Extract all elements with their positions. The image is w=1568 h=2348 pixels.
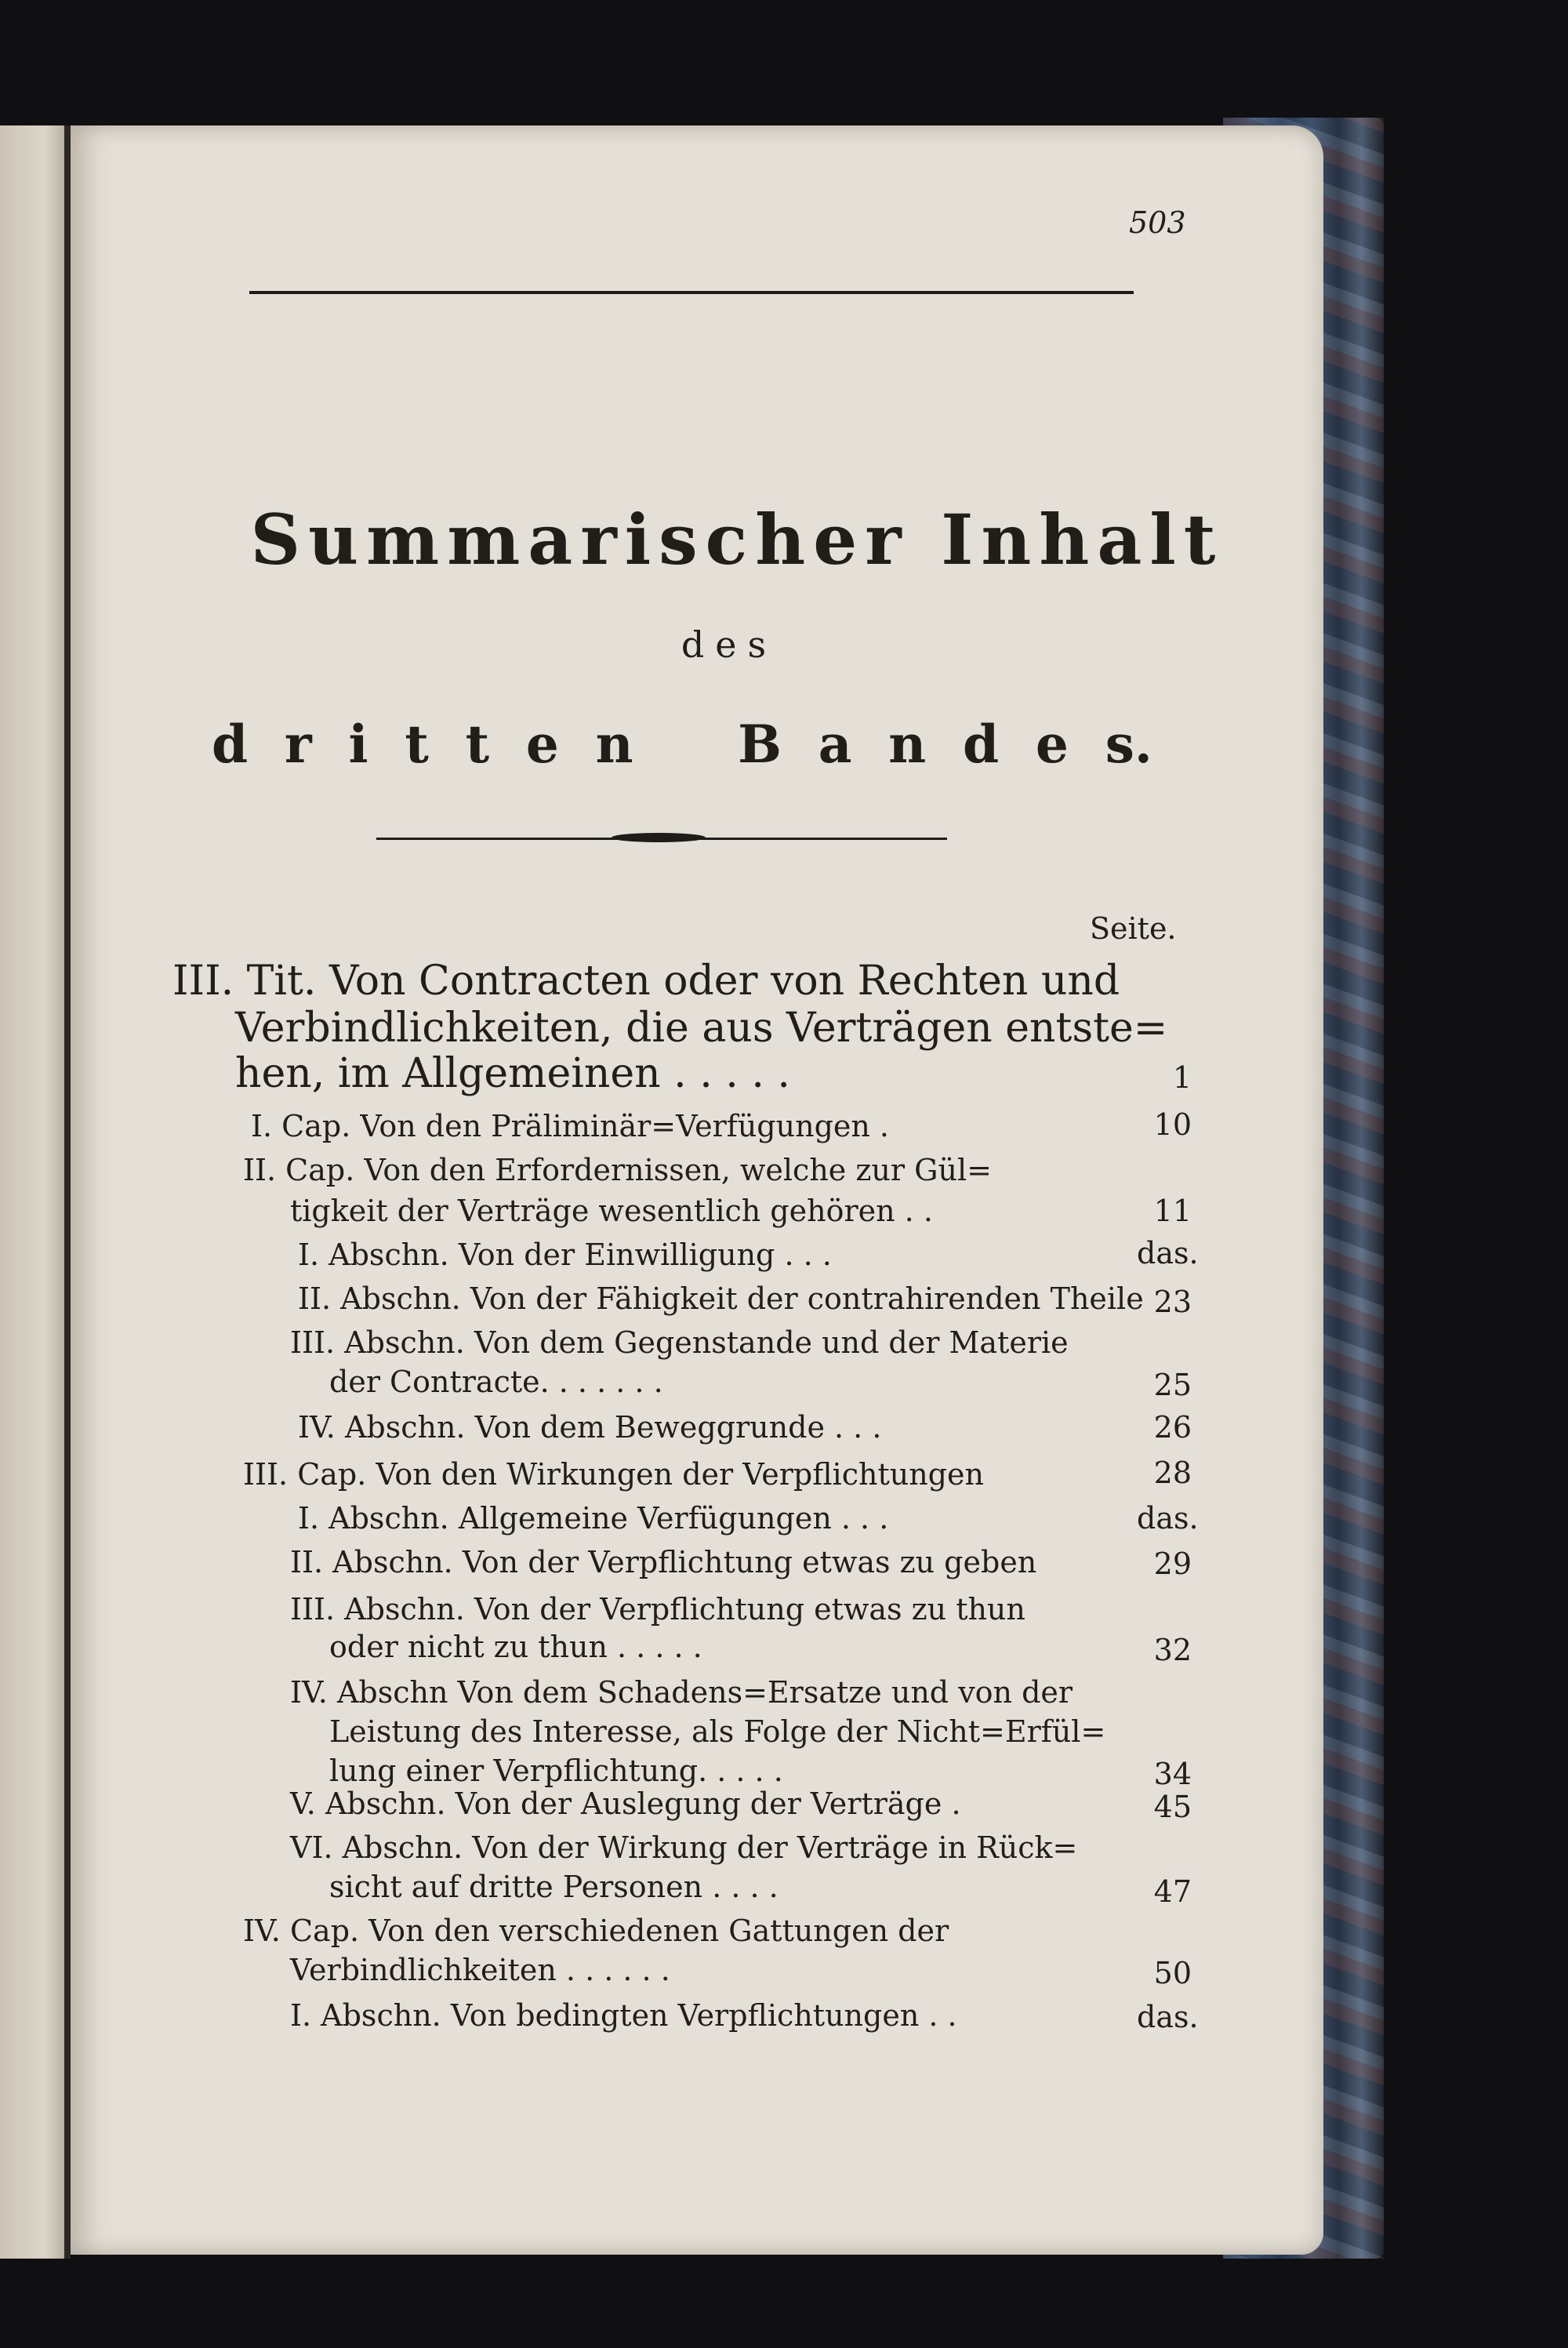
toc-line: III. Tit. Von Contracten oder von Rechten und bbox=[172, 958, 1120, 1005]
facing-page-edge bbox=[0, 125, 64, 2259]
subtitle-letter: e bbox=[525, 714, 559, 775]
toc-line: oder nicht zu thun . . . . . bbox=[329, 1630, 702, 1664]
toc-line: der Contracte. . . . . . . bbox=[329, 1365, 663, 1399]
toc-line: tigkeit der Verträge wesentlich gehören . . bbox=[290, 1194, 933, 1228]
subtitle-letter: n bbox=[888, 714, 927, 775]
toc-page-number: das. bbox=[1137, 2000, 1199, 2034]
toc-line: III. Abschn. Von der Verpflichtung etwas zu thun bbox=[290, 1592, 1025, 1627]
subtitle-letter: d bbox=[963, 714, 1000, 775]
toc-line: III. Cap. Von den Wirkungen der Verpflichtungen bbox=[243, 1457, 984, 1492]
subtitle-dritten-bandes bbox=[212, 714, 1152, 775]
top-ornamental-rule bbox=[249, 291, 1134, 294]
page-title: Summarischer Inhalt bbox=[250, 499, 1224, 580]
middle-ornamental-rule bbox=[376, 838, 947, 840]
subtitle-letter: B bbox=[738, 714, 782, 775]
toc-page-number: 23 bbox=[1153, 1285, 1192, 1319]
toc-page-number: 32 bbox=[1153, 1633, 1192, 1667]
toc-line: Verbindlichkeiten . . . . . . bbox=[290, 1953, 670, 1987]
toc-line: Leistung des Interesse, als Folge der Nicht=Erfül= bbox=[329, 1714, 1106, 1749]
toc-page-number: 1 bbox=[1172, 1060, 1192, 1095]
subtitle-des: des bbox=[681, 623, 778, 666]
toc-line: II. Abschn. Von der Fähigkeit der contrahirenden Theile bbox=[298, 1281, 1144, 1316]
toc-page-number: 26 bbox=[1153, 1410, 1192, 1445]
subtitle-letter: n bbox=[595, 714, 633, 775]
toc-page-number: 47 bbox=[1153, 1874, 1192, 1909]
subtitle-letter: i bbox=[348, 714, 368, 775]
toc-page-number: 10 bbox=[1153, 1107, 1192, 1142]
toc-line: sicht auf dritte Personen . . . . bbox=[329, 1870, 779, 1904]
toc-page-number: 28 bbox=[1153, 1456, 1192, 1490]
subtitle-letter: t bbox=[405, 714, 429, 775]
toc-page-number: 34 bbox=[1153, 1757, 1192, 1791]
toc-line: Verbindlichkeiten, die aus Verträgen entste= bbox=[235, 1005, 1168, 1052]
subtitle-letter: e bbox=[1035, 714, 1069, 775]
toc-page-number: 25 bbox=[1153, 1368, 1192, 1402]
book-gutter bbox=[64, 125, 71, 2259]
subtitle-letter: d bbox=[212, 714, 249, 775]
toc-page-number: das. bbox=[1137, 1501, 1199, 1536]
toc-line: V. Abschn. Von der Auslegung der Verträge . bbox=[290, 1786, 961, 1821]
toc-line: I. Abschn. Von bedingten Verpflichtungen . . bbox=[290, 1998, 957, 2033]
toc-line: VI. Abschn. Von der Wirkung der Verträge in Rück= bbox=[290, 1830, 1078, 1865]
subtitle-letter: s. bbox=[1105, 714, 1152, 775]
toc-line: III. Abschn. Von dem Gegenstande und der Materie bbox=[290, 1325, 1069, 1360]
toc-line: lung einer Verpflichtung. . . . . bbox=[329, 1754, 783, 1788]
toc-line: IV. Abschn. Von dem Beweggrunde . . . bbox=[298, 1410, 882, 1445]
subtitle-letter: a bbox=[818, 714, 852, 775]
toc-page-number: 45 bbox=[1153, 1790, 1192, 1824]
subtitle-letter: t bbox=[465, 714, 490, 775]
toc-page-number: 29 bbox=[1153, 1547, 1192, 1581]
toc-page-number: das. bbox=[1137, 1236, 1199, 1270]
toc-line: I. Cap. Von den Präliminär=Verfügungen . bbox=[251, 1109, 890, 1143]
subtitle-letter: r bbox=[284, 714, 312, 775]
toc-line: IV. Cap. Von den verschiedenen Gattungen der bbox=[243, 1914, 949, 1948]
toc-line: I. Abschn. Von der Einwilligung . . . bbox=[298, 1238, 832, 1272]
toc-line: II. Cap. Von den Erfordernissen, welche zur Gül= bbox=[243, 1153, 992, 1187]
toc-line: I. Abschn. Allgemeine Verfügungen . . . bbox=[298, 1501, 889, 1536]
toc-line: hen, im Allgemeinen . . . . . bbox=[235, 1050, 790, 1097]
page-number: 503 bbox=[1129, 205, 1186, 240]
toc-line: IV. Abschn Von dem Schadens=Ersatze und von der bbox=[290, 1675, 1073, 1710]
toc-line: II. Abschn. Von der Verpflichtung etwas zu geben bbox=[290, 1545, 1037, 1579]
page-column-header: Seite. bbox=[1090, 911, 1177, 946]
toc-page-number: 50 bbox=[1153, 1956, 1192, 1990]
toc-page-number: 11 bbox=[1153, 1194, 1192, 1228]
